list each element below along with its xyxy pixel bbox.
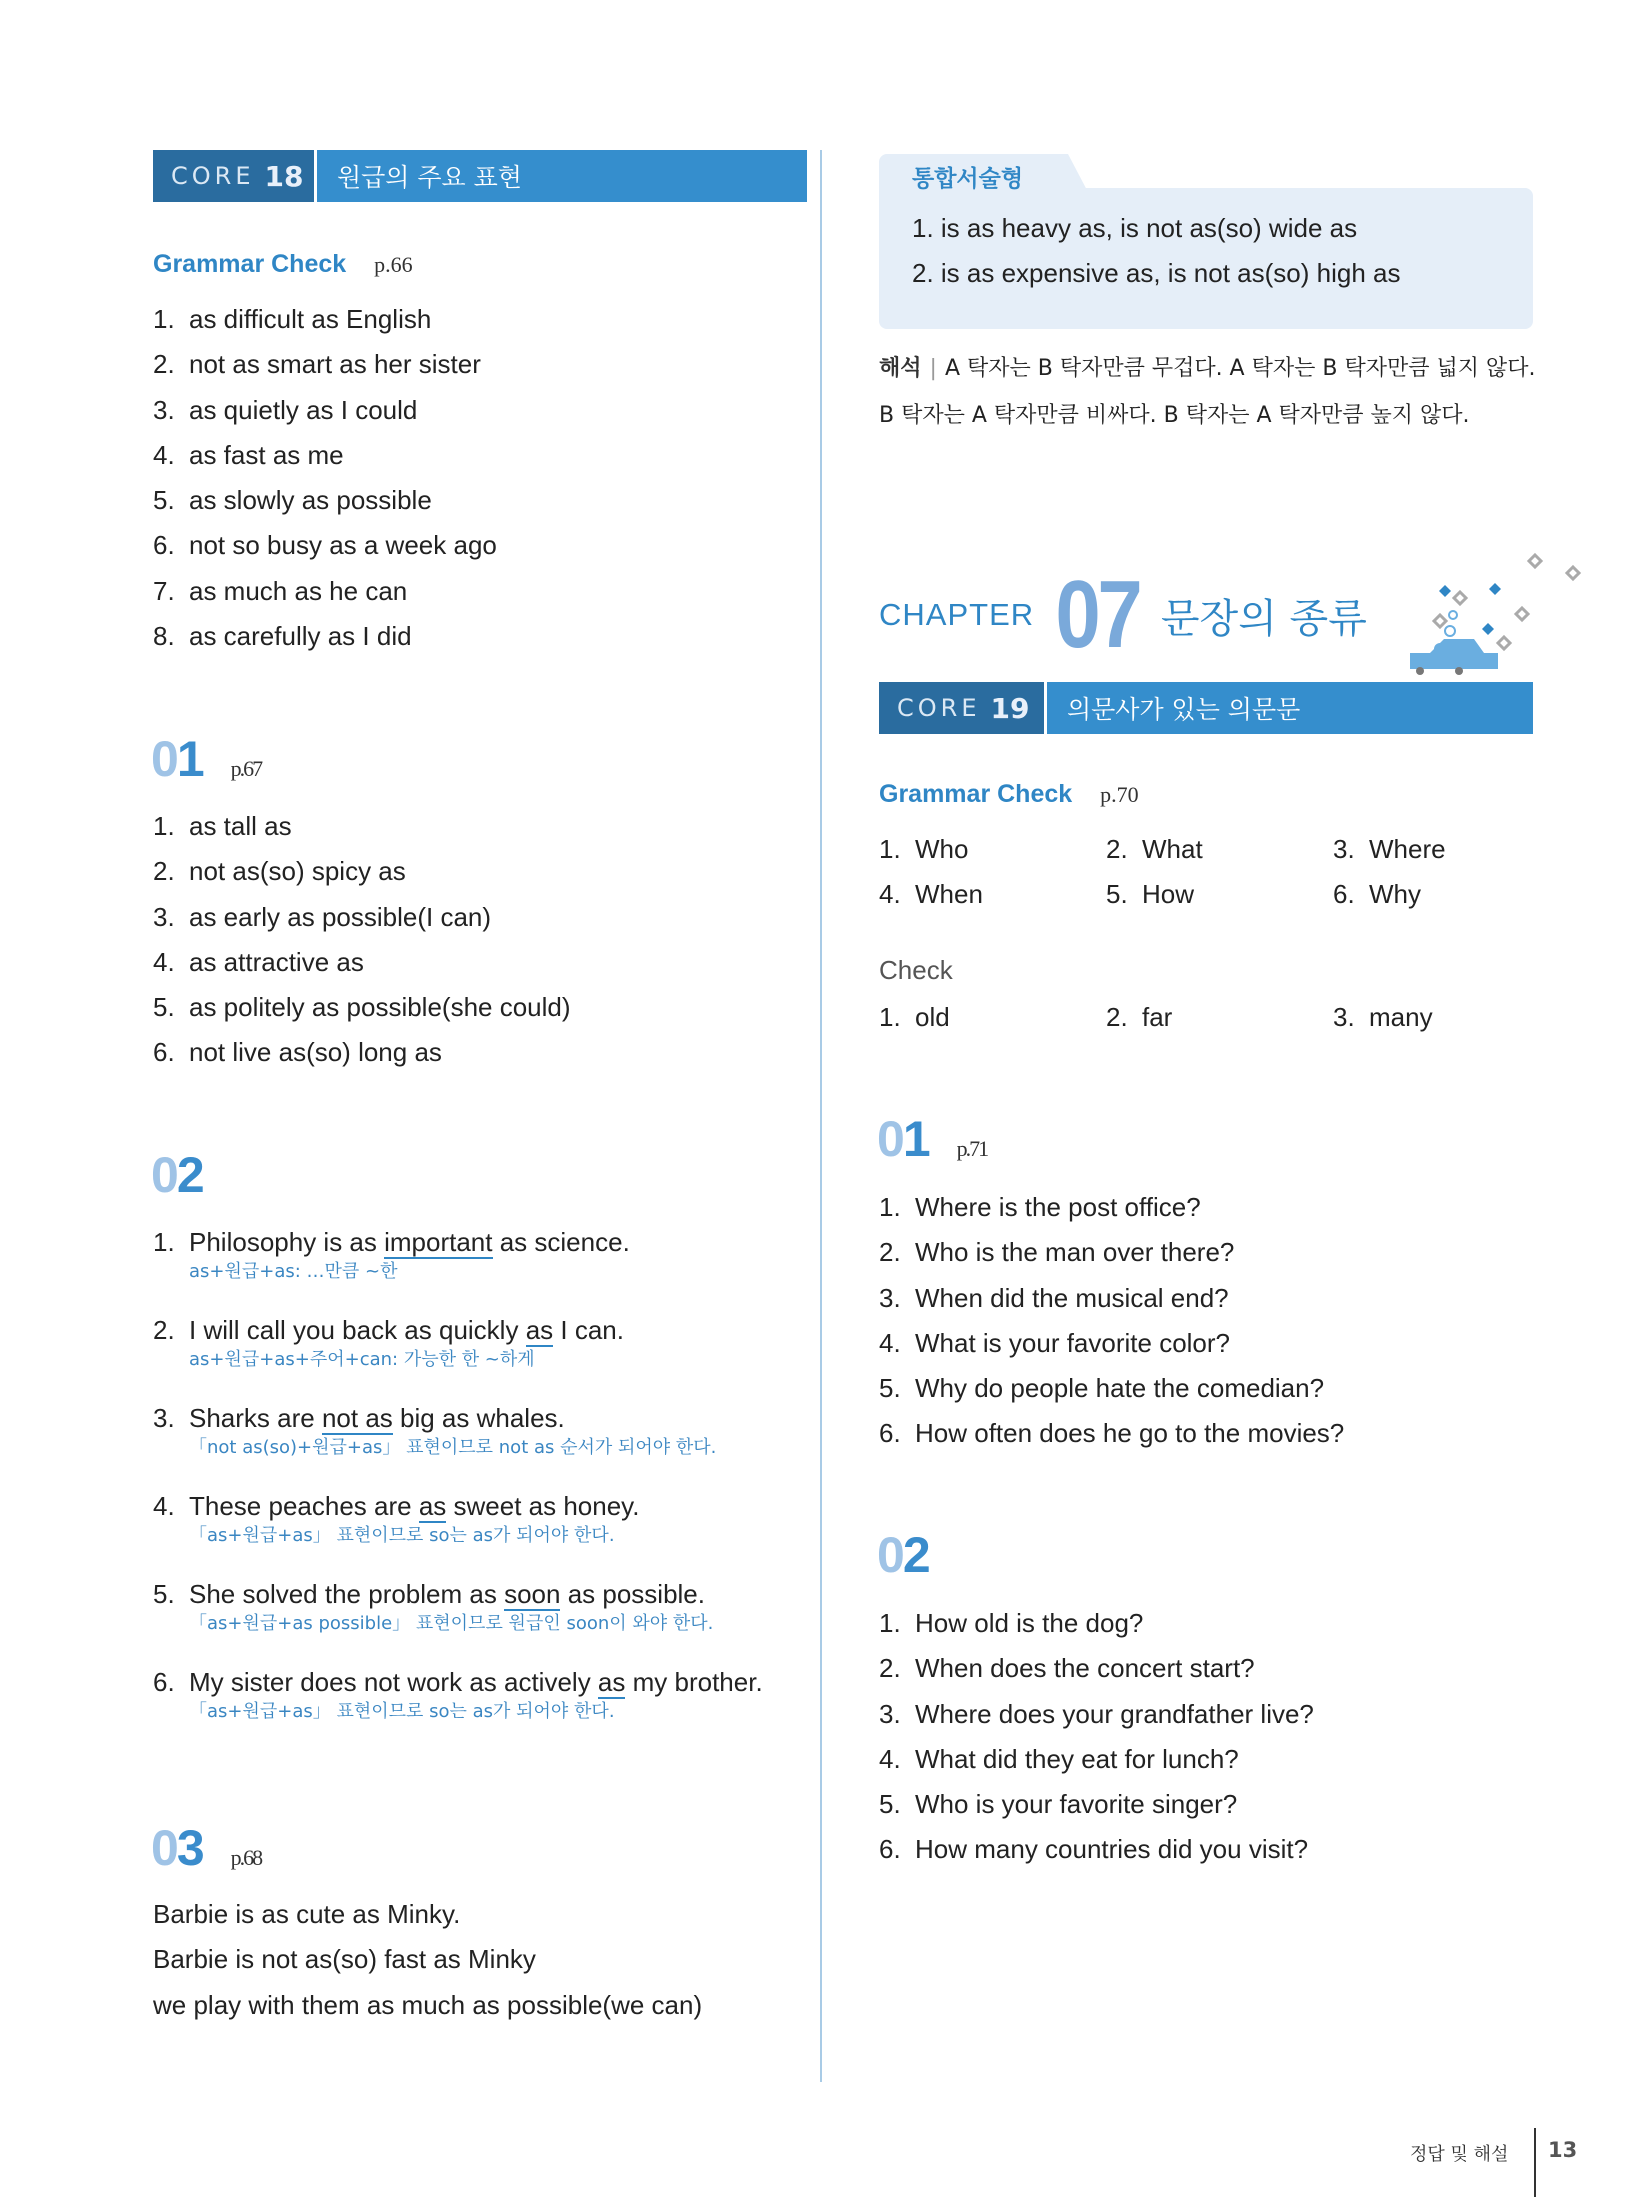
item-text: not as smart as her sister xyxy=(189,349,481,380)
item-number: 2. xyxy=(1106,834,1128,864)
sentence-text: as science. xyxy=(492,1227,630,1257)
list-item xyxy=(153,849,571,894)
item-number: 1. xyxy=(879,1192,901,1222)
item-text: When xyxy=(915,879,983,910)
section-03-lines xyxy=(153,1892,702,2028)
item-number: 6. xyxy=(153,530,175,561)
sentence-text: She solved the problem as xyxy=(189,1579,505,1609)
sentence-text: Philosophy is as xyxy=(189,1227,385,1257)
section-01-heading xyxy=(877,1110,987,1168)
footer-label: 정답 및 해설 xyxy=(1410,2144,1509,2165)
list-item xyxy=(879,872,1106,917)
grammar-check-heading xyxy=(879,780,1139,809)
item-number: 1. xyxy=(879,834,901,864)
core-title: 원급의 주요 표현 xyxy=(337,163,522,192)
grammar-check-heading xyxy=(153,250,413,279)
page-ref: p.70 xyxy=(1100,782,1139,807)
item-number: 5. xyxy=(879,1373,901,1404)
item-text: How often does he go to the movies? xyxy=(915,1418,1345,1449)
list-item xyxy=(879,1601,1314,1646)
integrated-answer: 2. is as expensive as, is not as(so) high as xyxy=(912,258,1401,289)
integrated-tab-label: 통합서술형 xyxy=(912,166,1024,192)
underlined-word: as xyxy=(597,1667,626,1697)
integrated-answer: 1. is as heavy as, is not as(so) wide as xyxy=(912,213,1358,243)
list-item xyxy=(1333,872,1560,917)
item-number: 5. xyxy=(153,992,175,1023)
item-number: 4. xyxy=(153,439,175,470)
item-number: 1. xyxy=(879,1002,901,1032)
list-item xyxy=(1333,995,1560,1040)
core-text: CORE xyxy=(171,162,255,190)
item-number: 3. xyxy=(1333,1002,1355,1032)
item-text: as carefully as I did xyxy=(189,621,412,652)
item-number: 2. xyxy=(879,1237,901,1268)
item-text: far xyxy=(1142,1002,1173,1032)
list-item xyxy=(153,388,497,433)
answer-line: Barbie is not as(so) fast as Minky xyxy=(153,1944,536,1975)
item-number: 2. xyxy=(153,856,175,887)
item-text: old xyxy=(915,1002,950,1032)
list-item xyxy=(879,1692,1314,1737)
explanation-note: 「as+원급+as」 표현이므로 so는 as가 되어야 한다. xyxy=(189,1701,615,1722)
item-number: 4. xyxy=(879,1327,901,1358)
item-number: 1. xyxy=(153,811,175,841)
item-text: as attractive as xyxy=(189,946,364,977)
list-item xyxy=(153,297,497,342)
sentence xyxy=(153,1312,763,1348)
core-18-header xyxy=(153,150,807,202)
list-item xyxy=(153,804,571,849)
section-01-heading xyxy=(151,730,261,788)
list-item xyxy=(879,1782,1314,1827)
grammar-check-label: Grammar Check xyxy=(879,780,1073,808)
item-number: 7. xyxy=(153,575,175,606)
answer-line: Barbie is as cute as Minky. xyxy=(153,1899,461,1929)
core-number: 19 xyxy=(990,691,1030,725)
list-item xyxy=(153,478,497,523)
sentence-text: sweet as honey. xyxy=(446,1491,640,1521)
underlined-word: soon xyxy=(504,1579,561,1609)
item-number: 2. xyxy=(153,1315,175,1345)
item-number: 6. xyxy=(879,1834,901,1865)
sentence-text: Sharks are xyxy=(189,1403,322,1433)
list-item xyxy=(879,995,1106,1040)
chapter-title: 문장의 종류 xyxy=(1160,595,1367,642)
item-number: 1. xyxy=(879,1608,901,1638)
item-text: When does the concert start? xyxy=(915,1653,1255,1684)
list-item xyxy=(879,1276,1344,1321)
core-number: 18 xyxy=(264,159,304,193)
page-ref: p.66 xyxy=(374,252,413,277)
section-01-list xyxy=(153,804,571,1076)
item-text: as fast as me xyxy=(189,439,344,470)
explanation-note: 「as+원급+as」 표현이므로 so는 as가 되어야 한다. xyxy=(189,1525,615,1546)
item-number: 5. xyxy=(153,485,175,516)
check-grid xyxy=(879,995,1560,1040)
list-item xyxy=(153,1030,571,1075)
core-19-header xyxy=(879,682,1533,734)
list-item xyxy=(153,523,497,568)
explanation-note: 「as+원급+as possible」 표현이므로 원급인 soon이 와야 한다. xyxy=(189,1613,714,1634)
explanation-note: 「not as(so)+원급+as」 표현이므로 not as 순서가 되어야 한다. xyxy=(189,1437,717,1458)
page-number: 13 xyxy=(1548,2138,1578,2162)
list-item xyxy=(879,1827,1314,1872)
footer-divider xyxy=(1534,2128,1536,2197)
grammar-check-label: Grammar Check xyxy=(153,250,347,278)
list-item xyxy=(153,569,497,614)
grammar-check-list xyxy=(153,297,497,659)
core-label xyxy=(879,682,1047,734)
core-title: 의문사가 있는 의문문 xyxy=(1067,695,1301,724)
chapter-heading xyxy=(879,561,1367,668)
sentence xyxy=(153,1400,763,1436)
item-text: as difficult as English xyxy=(189,304,432,334)
list-item xyxy=(879,1646,1314,1691)
section-digit: 1 xyxy=(902,1111,929,1167)
sentence-item xyxy=(153,1400,763,1488)
section-digit: 0 xyxy=(877,1111,903,1167)
column-divider xyxy=(820,150,822,2082)
item-number: 5. xyxy=(879,1789,901,1820)
list-item xyxy=(153,985,571,1030)
item-text: Who xyxy=(915,834,969,864)
item-text: When did the musical end? xyxy=(915,1282,1229,1313)
item-text: Where xyxy=(1369,834,1446,864)
section-03-heading xyxy=(151,1819,261,1877)
item-text: Who is the man over there? xyxy=(915,1237,1235,1268)
item-text: not as(so) spicy as xyxy=(189,856,406,887)
item-text: as much as he can xyxy=(189,575,408,606)
section-digit: 2 xyxy=(176,1147,203,1203)
sentence xyxy=(153,1664,763,1700)
sentence-text: I can. xyxy=(553,1315,624,1345)
item-number: 3. xyxy=(879,1698,901,1729)
item-number: 3. xyxy=(153,1403,175,1433)
item-number: 3. xyxy=(153,901,175,932)
list-item xyxy=(879,1411,1344,1456)
item-text: not so busy as a week ago xyxy=(189,530,497,561)
item-text: What did they eat for lunch? xyxy=(915,1743,1239,1774)
sentence-item xyxy=(153,1224,763,1312)
item-number: 6. xyxy=(1333,879,1355,910)
page-ref: p.68 xyxy=(230,1845,262,1870)
sentence-item xyxy=(153,1488,763,1576)
item-number: 3. xyxy=(1333,834,1355,864)
explanation-note: as+원급+as: …만큼 ~한 xyxy=(189,1261,398,1282)
section-digit: 0 xyxy=(877,1527,903,1583)
list-item xyxy=(1106,995,1333,1040)
sentence-text: big as whales. xyxy=(392,1403,565,1433)
sentence xyxy=(153,1488,763,1524)
list-item xyxy=(879,1737,1314,1782)
answer-line: we play with them as much as possible(we can) xyxy=(153,1989,703,2020)
item-text: as slowly as possible xyxy=(189,485,432,516)
sentence-text: My sister does not work as actively xyxy=(189,1667,598,1697)
chapter-label: CHAPTER xyxy=(879,597,1035,632)
sentence-item xyxy=(153,1312,763,1400)
sentence-item xyxy=(153,1576,763,1664)
section-02-list xyxy=(879,1601,1314,1873)
list-item xyxy=(153,433,497,478)
section-digit: 0 xyxy=(151,731,177,787)
sentence xyxy=(153,1224,763,1260)
section-digit: 0 xyxy=(151,1820,177,1876)
section-02-heading xyxy=(151,1146,203,1204)
list-item xyxy=(153,614,497,659)
item-number: 4. xyxy=(879,879,901,910)
section-digit: 2 xyxy=(902,1527,929,1583)
item-number: 3. xyxy=(879,1282,901,1313)
list-item xyxy=(879,1366,1344,1411)
item-text: many xyxy=(1369,1002,1433,1032)
list-item xyxy=(153,940,571,985)
integrated-answers xyxy=(912,206,1400,297)
item-text: as quietly as I could xyxy=(189,394,418,425)
section-02-list xyxy=(153,1224,763,1752)
page-ref: p.71 xyxy=(956,1136,988,1161)
item-number: 2. xyxy=(153,349,175,380)
list-item xyxy=(879,827,1106,872)
check-heading: Check xyxy=(879,955,953,985)
item-text: not live as(so) long as xyxy=(189,1037,442,1068)
section-digit: 0 xyxy=(151,1147,177,1203)
item-text: Who is your favorite singer? xyxy=(915,1789,1238,1820)
underlined-word: not as xyxy=(321,1403,393,1433)
translation-line: B 탁자는 A 탁자만큼 비싸다. B 탁자는 A 탁자만큼 높지 않다. xyxy=(879,403,1470,428)
item-number: 4. xyxy=(879,1743,901,1774)
list-item xyxy=(153,342,497,387)
sentence-item xyxy=(153,1664,763,1752)
explanation-note: as+원급+as+주어+can: 가능한 한 ~하게 xyxy=(189,1349,535,1370)
section-02-heading xyxy=(877,1526,929,1584)
translation-line: A 탁자는 B 탁자만큼 무겁다. A 탁자는 B 탁자만큼 넓지 않다. xyxy=(944,356,1536,381)
item-number: 5. xyxy=(153,1579,175,1609)
item-number: 2. xyxy=(879,1653,901,1684)
page-ref: p.67 xyxy=(230,756,262,781)
item-number: 8. xyxy=(153,621,175,652)
grammar-check-grid xyxy=(879,827,1560,918)
item-number: 5. xyxy=(1106,879,1128,910)
list-item xyxy=(879,1321,1344,1366)
item-number: 1. xyxy=(153,304,175,334)
item-number: 1. xyxy=(153,1227,175,1257)
item-text: as politely as possible(she could) xyxy=(189,992,571,1023)
item-text: What is your favorite color? xyxy=(915,1327,1231,1358)
item-text: as early as possible(I can) xyxy=(189,901,492,932)
underlined-word: as xyxy=(525,1315,554,1345)
underlined-word: important xyxy=(384,1227,493,1257)
item-text: What xyxy=(1142,834,1203,864)
item-text: How old is the dog? xyxy=(915,1608,1144,1638)
translation: 해석 | A 탁자는 B 탁자만큼 무겁다. A 탁자는 B 탁자만큼 넓지 않다. B 탁자는 A 탁자만큼 비싸다. B 탁자는 A 탁자만큼 높지 않다. xyxy=(879,345,1535,439)
item-number: 6. xyxy=(153,1037,175,1068)
underlined-word: as xyxy=(418,1491,447,1521)
chapter-number: 07 xyxy=(1055,561,1140,668)
list-item xyxy=(1106,827,1333,872)
item-text: Why xyxy=(1369,879,1421,910)
section-digit: 1 xyxy=(176,731,203,787)
item-text: as tall as xyxy=(189,811,292,841)
sentence-text: my brother. xyxy=(625,1667,763,1697)
sentence xyxy=(153,1576,763,1612)
section-digit: 3 xyxy=(176,1820,203,1876)
sentence-text: as possible. xyxy=(560,1579,705,1609)
list-item xyxy=(1106,872,1333,917)
sentence-text: These peaches are xyxy=(189,1491,419,1521)
core-text: CORE xyxy=(897,694,981,722)
translation-label: 해석 xyxy=(879,356,922,381)
item-text: Where is the post office? xyxy=(915,1192,1201,1222)
item-number: 2. xyxy=(1106,1002,1128,1032)
car-illustration-icon xyxy=(1400,545,1600,685)
list-item xyxy=(153,895,571,940)
item-number: 3. xyxy=(153,394,175,425)
item-text: How many countries did you visit? xyxy=(915,1834,1309,1865)
item-text: Where does your grandfather live? xyxy=(915,1698,1314,1729)
item-number: 4. xyxy=(153,1491,175,1521)
item-number: 6. xyxy=(879,1418,901,1449)
list-item xyxy=(879,1185,1344,1230)
section-01-list xyxy=(879,1185,1344,1457)
core-label xyxy=(153,150,317,202)
item-text: How xyxy=(1142,879,1195,910)
sentence-text: I will call you back as quickly xyxy=(189,1315,526,1345)
list-item xyxy=(1333,827,1560,872)
item-number: 6. xyxy=(153,1667,175,1697)
item-text: Why do people hate the comedian? xyxy=(915,1373,1325,1404)
item-number: 4. xyxy=(153,946,175,977)
list-item xyxy=(879,1230,1344,1275)
